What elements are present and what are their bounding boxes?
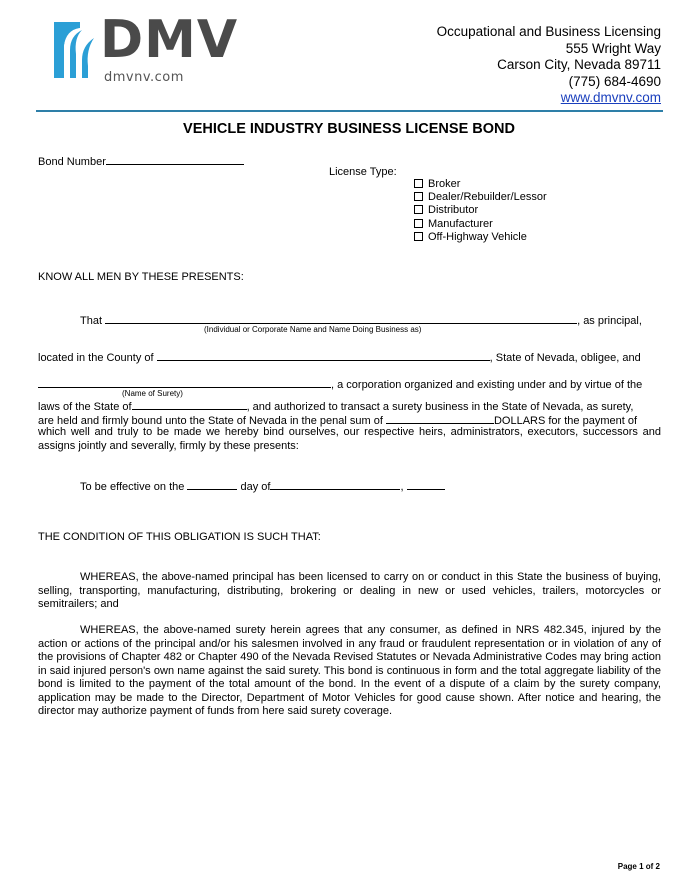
option-label: Broker bbox=[428, 178, 461, 190]
bond-number-label: Bond Number bbox=[38, 156, 106, 168]
logo-wordmark: DMV bbox=[100, 10, 239, 70]
license-option-broker[interactable] bbox=[414, 178, 460, 191]
laws-row bbox=[38, 398, 661, 413]
whereas-paragraph-2: WHEREAS, the above-named surety herein agrees that any consumer, as defined in NRS 482.345, injured by the action or actions of the principal and/or his salesmen involved in any fraud or fraudulent representation or in violation of any of the provisions of Chapter 482 or Chapter 490 of the Nevada Revised Statutes or Nevada Administrative Codes may bring action in said injured person's own name against the said surety. This bond is continuous in form and the total aggregate liability of the bond is limited to the payment of the total amount of the bond. In the event of a dispute of a claim by the surety company, application may be made to the Director, Department of Motor Vehicles for good cause shown. After notice and hearing, the director may authorize payment of funds from here said surety coverage. bbox=[38, 624, 661, 717]
checkbox[interactable] bbox=[414, 179, 423, 188]
county-field[interactable] bbox=[157, 349, 490, 361]
surety-corp-text: , a corporation organized and existing under and by virtue of the bbox=[331, 379, 643, 391]
license-option-dealer[interactable] bbox=[414, 191, 547, 204]
bind-paragraph: which well and truly to be made we hereby bind ourselves, our respective heirs, administrators, executors, successors and assigns jointly and severally, firmly by these presents: bbox=[38, 426, 661, 452]
dmv-logo-icon bbox=[50, 20, 96, 80]
checkbox[interactable] bbox=[414, 192, 423, 201]
penal-sum-row bbox=[38, 412, 637, 427]
option-label: Manufacturer bbox=[428, 218, 493, 230]
address-line3: Carson City, Nevada 89711 bbox=[497, 57, 661, 72]
obligee-label: , State of Nevada, obligee, and bbox=[489, 352, 641, 364]
effective-year-field[interactable] bbox=[407, 478, 445, 490]
document-title: VEHICLE INDUSTRY BUSINESS LICENSE BOND bbox=[183, 121, 515, 137]
license-option-off-highway[interactable] bbox=[414, 231, 527, 244]
header-divider bbox=[36, 110, 663, 112]
bond-number-field[interactable] bbox=[106, 153, 244, 165]
option-label: Distributor bbox=[428, 204, 479, 216]
day-of-label: day of bbox=[240, 481, 271, 493]
license-option-manufacturer[interactable] bbox=[414, 218, 493, 231]
effective-day-field[interactable] bbox=[187, 478, 237, 490]
logo-url: dmvnv.com bbox=[104, 70, 184, 85]
comma: , bbox=[400, 481, 404, 493]
effective-month-field[interactable] bbox=[270, 478, 400, 490]
held-text: are held and firmly bound unto the State of Nevada in the penal sum of bbox=[38, 415, 383, 427]
county-row bbox=[38, 349, 641, 364]
effective-row bbox=[80, 478, 445, 493]
page-number: Page 1 of 2 bbox=[617, 862, 660, 871]
condition-heading: THE CONDITION OF THIS OBLIGATION IS SUCH THAT: bbox=[38, 531, 321, 543]
know-all-heading: KNOW ALL MEN BY THESE PRESENTS: bbox=[38, 271, 244, 283]
surety-caption: (Name of Surety) bbox=[122, 389, 183, 398]
as-principal-label: , as principal, bbox=[577, 315, 642, 327]
checkbox[interactable] bbox=[414, 205, 423, 214]
that-label: That bbox=[80, 315, 103, 327]
license-option-distributor[interactable] bbox=[414, 204, 478, 217]
address-line1: Occupational and Business Licensing bbox=[436, 24, 661, 39]
address-line2: 555 Wright Way bbox=[565, 40, 661, 56]
principal-name-field[interactable] bbox=[105, 312, 577, 324]
address-phone: (775) 684-4690 bbox=[568, 73, 661, 89]
checkbox[interactable] bbox=[414, 219, 423, 228]
laws-label: laws of the State of bbox=[38, 401, 132, 413]
surety-state-field[interactable] bbox=[132, 398, 247, 410]
checkbox[interactable] bbox=[414, 232, 423, 241]
dollars-text: DOLLARS for the payment of bbox=[493, 415, 638, 427]
authorized-text: , and authorized to transact a surety business in the State of Nevada, as surety, bbox=[246, 401, 634, 413]
office-address bbox=[437, 24, 661, 107]
license-type-label: License Type: bbox=[329, 166, 397, 178]
county-label: located in the County of bbox=[38, 352, 154, 364]
website-link[interactable]: www.dmvnv.com bbox=[560, 90, 661, 105]
principal-caption: (Individual or Corporate Name and Name Doing Business as) bbox=[204, 325, 422, 334]
penal-sum-field[interactable] bbox=[386, 412, 494, 424]
whereas-paragraph-1: WHEREAS, the above-named principal has been licensed to carry on or conduct in this State the business of buying, selling, transporting, manufacturing, distributing, brokering or dealing in new or used vehicles, trailers, motorcycles or semitrailers; and bbox=[38, 571, 661, 610]
option-label: Off-Highway Vehicle bbox=[428, 231, 527, 243]
option-label: Dealer/Rebuilder/Lessor bbox=[428, 191, 547, 203]
bond-number-row bbox=[38, 153, 244, 168]
effective-label: To be effective on the bbox=[80, 481, 185, 493]
surety-name-field[interactable] bbox=[38, 376, 331, 388]
